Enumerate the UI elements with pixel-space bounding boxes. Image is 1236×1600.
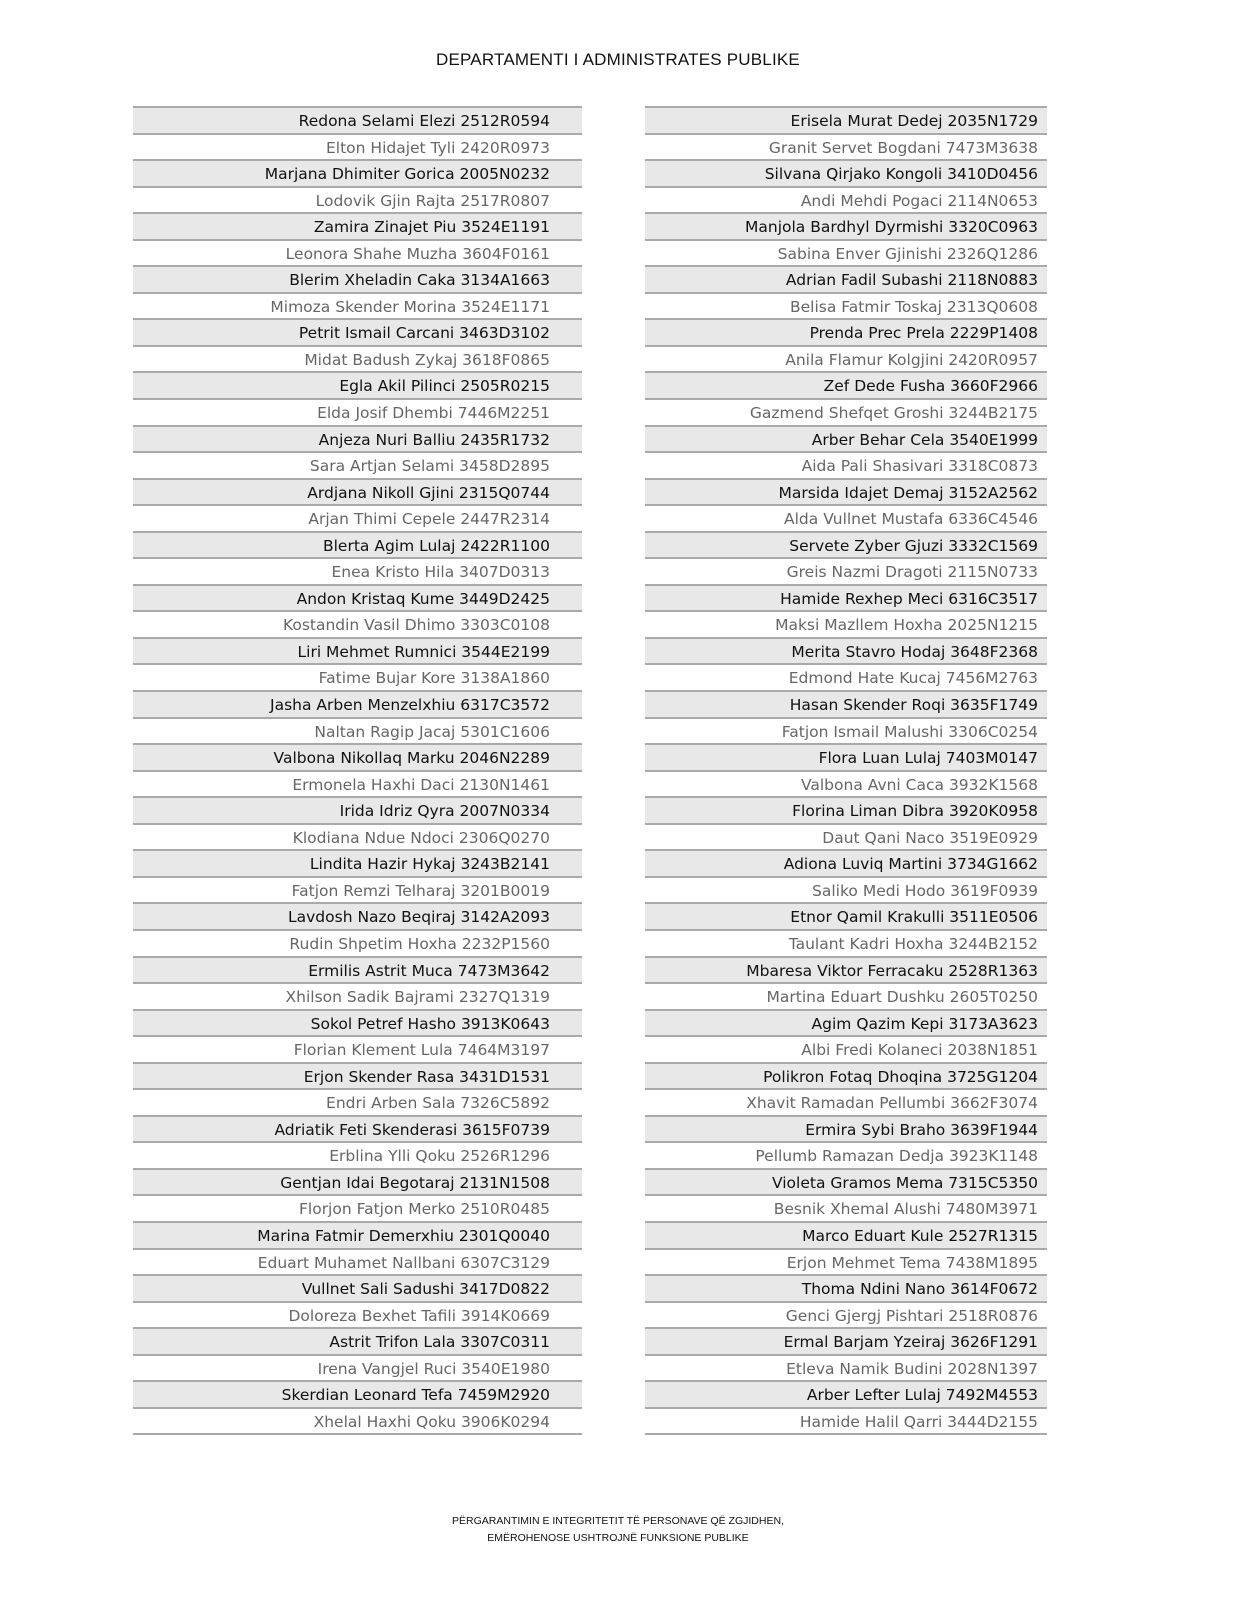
list-item: Genci Gjergj Pishtari 2518R0876 [645,1303,1047,1330]
list-item: Etleva Namik Budini 2028N1397 [645,1356,1047,1383]
list-item: Elton Hidajet Tyli 2420R0973 [133,135,582,162]
list-item: Ermira Sybi Braho 3639F1944 [645,1117,1047,1144]
list-item: Xhelal Haxhi Qoku 3906K0294 [133,1409,582,1436]
list-item: Agim Qazim Kepi 3173A3623 [645,1011,1047,1038]
list-item: Xhilson Sadik Bajrami 2327Q1319 [133,984,582,1011]
list-item: Endri Arben Sala 7326C5892 [133,1090,582,1117]
list-item: Marsida Idajet Demaj 3152A2562 [645,480,1047,507]
list-item: Redona Selami Elezi 2512R0594 [133,108,582,135]
list-item: Skerdian Leonard Tefa 7459M2920 [133,1382,582,1409]
list-item: Lodovik Gjin Rajta 2517R0807 [133,188,582,215]
list-item: Doloreza Bexhet Tafili 3914K0669 [133,1303,582,1330]
list-item: Florian Klement Lula 7464M3197 [133,1037,582,1064]
list-item: Manjola Bardhyl Dyrmishi 3320C0963 [645,214,1047,241]
page-title: DEPARTAMENTI I ADMINISTRATES PUBLIKE [436,50,800,69]
list-item: Marjana Dhimiter Gorica 2005N0232 [133,161,582,188]
list-item: Fatjon Ismail Malushi 3306C0254 [645,719,1047,746]
list-item: Gentjan Idai Begotaraj 2131N1508 [133,1170,582,1197]
list-item: Adiona Luviq Martini 3734G1662 [645,851,1047,878]
list-item: Blerta Agim Lulaj 2422R1100 [133,533,582,560]
list-item: Lavdosh Nazo Beqiraj 3142A2093 [133,904,582,931]
list-item: Servete Zyber Gjuzi 3332C1569 [645,533,1047,560]
list-item: Vullnet Sali Sadushi 3417D0822 [133,1276,582,1303]
footer-line-1: PËRGARANTIMIN E INTEGRITETIT TË PERSONAVE QË ZGJIDHEN, [452,1515,784,1527]
list-item: Lindita Hazir Hykaj 3243B2141 [133,851,582,878]
list-item: Taulant Kadri Hoxha 3244B2152 [645,931,1047,958]
list-item: Rudin Shpetim Hoxha 2232P1560 [133,931,582,958]
list-item: Arber Lefter Lulaj 7492M4553 [645,1382,1047,1409]
list-item: Klodiana Ndue Ndoci 2306Q0270 [133,825,582,852]
list-item: Liri Mehmet Rumnici 3544E2199 [133,639,582,666]
list-item: Granit Servet Bogdani 7473M3638 [645,135,1047,162]
list-item: Marco Eduart Kule 2527R1315 [645,1223,1047,1250]
list-item: Anjeza Nuri Balliu 2435R1732 [133,427,582,454]
list-item: Besnik Xhemal Alushi 7480M3971 [645,1196,1047,1223]
list-item: Sabina Enver Gjinishi 2326Q1286 [645,241,1047,268]
list-item: Mbaresa Viktor Ferracaku 2528R1363 [645,958,1047,985]
list-item: Hasan Skender Roqi 3635F1749 [645,692,1047,719]
right-name-list [645,106,1047,1435]
list-item: Leonora Shahe Muzha 3604F0161 [133,241,582,268]
list-item: Gazmend Shefqet Groshi 3244B2175 [645,400,1047,427]
list-item: Flora Luan Lulaj 7403M0147 [645,745,1047,772]
list-item: Midat Badush Zykaj 3618F0865 [133,347,582,374]
footer-line-2: EMËROHENOSE USHTROJNË FUNKSIONE PUBLIKE [487,1532,749,1544]
list-item: Adrian Fadil Subashi 2118N0883 [645,267,1047,294]
list-item: Valbona Avni Caca 3932K1568 [645,772,1047,799]
list-item: Fatjon Remzi Telharaj 3201B0019 [133,878,582,905]
list-item: Valbona Nikollaq Marku 2046N2289 [133,745,582,772]
list-item: Merita Stavro Hodaj 3648F2368 [645,639,1047,666]
list-item: Florjon Fatjon Merko 2510R0485 [133,1196,582,1223]
footer [0,1513,1236,1547]
list-item: Eduart Muhamet Nallbani 6307C3129 [133,1250,582,1277]
list-item: Naltan Ragip Jacaj 5301C1606 [133,719,582,746]
list-item: Erjon Skender Rasa 3431D1531 [133,1064,582,1091]
list-item: Jasha Arben Menzelxhiu 6317C3572 [133,692,582,719]
list-item: Marina Fatmir Demerxhiu 2301Q0040 [133,1223,582,1250]
list-item: Andi Mehdi Pogaci 2114N0653 [645,188,1047,215]
list-item: Thoma Ndini Nano 3614F0672 [645,1276,1047,1303]
list-item: Elda Josif Dhembi 7446M2251 [133,400,582,427]
list-item: Blerim Xheladin Caka 3134A1663 [133,267,582,294]
list-item: Violeta Gramos Mema 7315C5350 [645,1170,1047,1197]
list-item: Sara Artjan Selami 3458D2895 [133,453,582,480]
list-item: Erblina Ylli Qoku 2526R1296 [133,1143,582,1170]
list-item: Prenda Prec Prela 2229P1408 [645,320,1047,347]
list-item: Hamide Rexhep Meci 6316C3517 [645,586,1047,613]
list-item: Mimoza Skender Morina 3524E1171 [133,294,582,321]
list-item: Kostandin Vasil Dhimo 3303C0108 [133,612,582,639]
list-item: Ardjana Nikoll Gjini 2315Q0744 [133,480,582,507]
list-item: Andon Kristaq Kume 3449D2425 [133,586,582,613]
list-item: Albi Fredi Kolaneci 2038N1851 [645,1037,1047,1064]
list-item: Astrit Trifon Lala 3307C0311 [133,1329,582,1356]
list-item: Edmond Hate Kucaj 7456M2763 [645,665,1047,692]
list-item: Xhavit Ramadan Pellumbi 3662F3074 [645,1090,1047,1117]
left-name-list [133,106,582,1435]
list-item: Irida Idriz Qyra 2007N0334 [133,798,582,825]
list-item: Silvana Qirjako Kongoli 3410D0456 [645,161,1047,188]
list-item: Enea Kristo Hila 3407D0313 [133,559,582,586]
list-item: Erisela Murat Dedej 2035N1729 [645,108,1047,135]
list-item: Hamide Halil Qarri 3444D2155 [645,1409,1047,1436]
list-item: Maksi Mazllem Hoxha 2025N1215 [645,612,1047,639]
list-item: Polikron Fotaq Dhoqina 3725G1204 [645,1064,1047,1091]
list-item: Zef Dede Fusha 3660F2966 [645,373,1047,400]
list-item: Fatime Bujar Kore 3138A1860 [133,665,582,692]
list-item: Belisa Fatmir Toskaj 2313Q0608 [645,294,1047,321]
list-item: Saliko Medi Hodo 3619F0939 [645,878,1047,905]
list-item: Arjan Thimi Cepele 2447R2314 [133,506,582,533]
list-item: Erjon Mehmet Tema 7438M1895 [645,1250,1047,1277]
list-item: Zamira Zinajet Piu 3524E1191 [133,214,582,241]
list-item: Ermilis Astrit Muca 7473M3642 [133,958,582,985]
list-item: Florina Liman Dibra 3920K0958 [645,798,1047,825]
list-item: Alda Vullnet Mustafa 6336C4546 [645,506,1047,533]
list-item: Greis Nazmi Dragoti 2115N0733 [645,559,1047,586]
list-item: Anila Flamur Kolgjini 2420R0957 [645,347,1047,374]
list-item: Ermal Barjam Yzeiraj 3626F1291 [645,1329,1047,1356]
list-item: Etnor Qamil Krakulli 3511E0506 [645,904,1047,931]
list-item: Egla Akil Pilinci 2505R0215 [133,373,582,400]
list-item: Adriatik Feti Skenderasi 3615F0739 [133,1117,582,1144]
list-item: Pellumb Ramazan Dedja 3923K1148 [645,1143,1047,1170]
list-item: Petrit Ismail Carcani 3463D3102 [133,320,582,347]
list-item: Arber Behar Cela 3540E1999 [645,427,1047,454]
list-item: Daut Qani Naco 3519E0929 [645,825,1047,852]
list-item: Aida Pali Shasivari 3318C0873 [645,453,1047,480]
list-item: Ermonela Haxhi Daci 2130N1461 [133,772,582,799]
list-item: Irena Vangjel Ruci 3540E1980 [133,1356,582,1383]
list-item: Sokol Petref Hasho 3913K0643 [133,1011,582,1038]
list-item: Martina Eduart Dushku 2605T0250 [645,984,1047,1011]
